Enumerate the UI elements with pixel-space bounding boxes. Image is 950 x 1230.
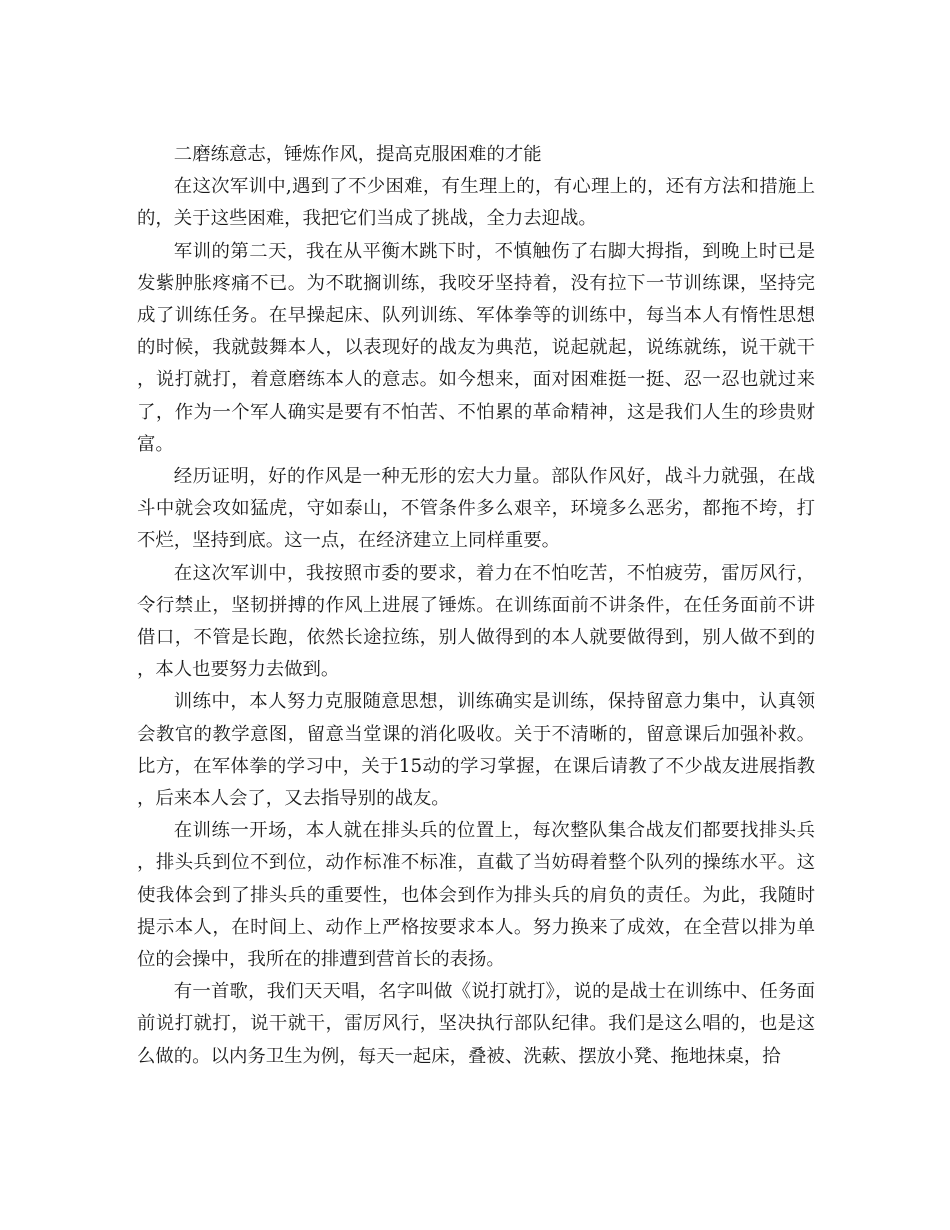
document-body [137, 139, 815, 1073]
paragraph: 在这次军训中，我按照市委的要求，着力在不怕吃苦，不怕疲劳，雷厉风行，令行禁止，坚韧拼搏的作风上进展了锤炼。在训练面前不讲条件，在任务面前不讲借口，不管是长跑，依然长途拉练，别人做得到的本人就要做得到，别人做不到的，本人也要努力去做到。 [137, 562, 815, 681]
section-heading: 二磨练意志，锤炼作风，提高克服困难的才能 [173, 144, 542, 165]
paragraph: 训练中，本人努力克服随意思想，训练确实是训练，保持留意力集中，认真领会教官的教学意图，留意当堂课的消化吸收。关于不清晰的，留意课后加强补救。比方，在军体拳的学习中，关于15动的学习掌握，在课后请教了不少战友进展指教，后来本人会了，又去指导别的战友。 [137, 691, 815, 810]
paragraph: 军训的第二天，我在从平衡木跳下时，不慎触伤了右脚大拇指，到晚上时已是发紫肿胀疼痛不已。为不耽搁训练，我咬牙坚持着，没有拉下一节训练课，坚持完成了训练任务。在早操起床、队列训练、军体拳等的训练中，每当本人有惰性思想的时候，我就鼓舞本人，以表现好的战友为典范，说起就起，说练就练，说干就干，说打就打，着意磨练本人的意志。如今想来，面对困难挺一挺、忍一忍也就过来了，作为一个军人确实是要有不怕苦、不怕累的革命精神，这是我们人生的珍贵财富。 [137, 240, 815, 455]
paragraph: 在训练一开场，本人就在排头兵的位置上，每次整队集合战友们都要找排头兵，排头兵到位不到位，动作标准不标准，直截了当妨碍着整个队列的操练水平。这使我体会到了排头兵的重要性，也体会到作为排头兵的肩负的责任。为此，我随时提示本人，在时间上、动作上严格按要求本人。努力换来了成效，在全营以排为单位的会操中，我所在的排遭到营首长的表扬。 [137, 820, 815, 971]
paragraph: 在这次军训中,遇到了不少困难，有生理上的，有心理上的，还有方法和措施上的，关于这些困难，我把它们当成了挑战，全力去迎战。 [137, 176, 815, 230]
paragraph: 经历证明，好的作风是一种无形的宏大力量。部队作风好，战斗力就强，在战斗中就会攻如猛虎，守如泰山，不管条件多么艰辛，环境多么恶劣，都拖不垮，打不烂，坚持到底。这一点，在经济建立上同样重要。 [137, 466, 815, 552]
paragraph: 有一首歌，我们天天唱，名字叫做《说打就打》，说的是战士在训练中、任务面前说打就打，说干就干，雷厉风行，坚决执行部队纪律。我们是这么唱的，也是这么做的。以内务卫生为例，每天一起床，叠被、洗蔌、摆放小凳、拖地抹桌，拾 [137, 981, 815, 1067]
